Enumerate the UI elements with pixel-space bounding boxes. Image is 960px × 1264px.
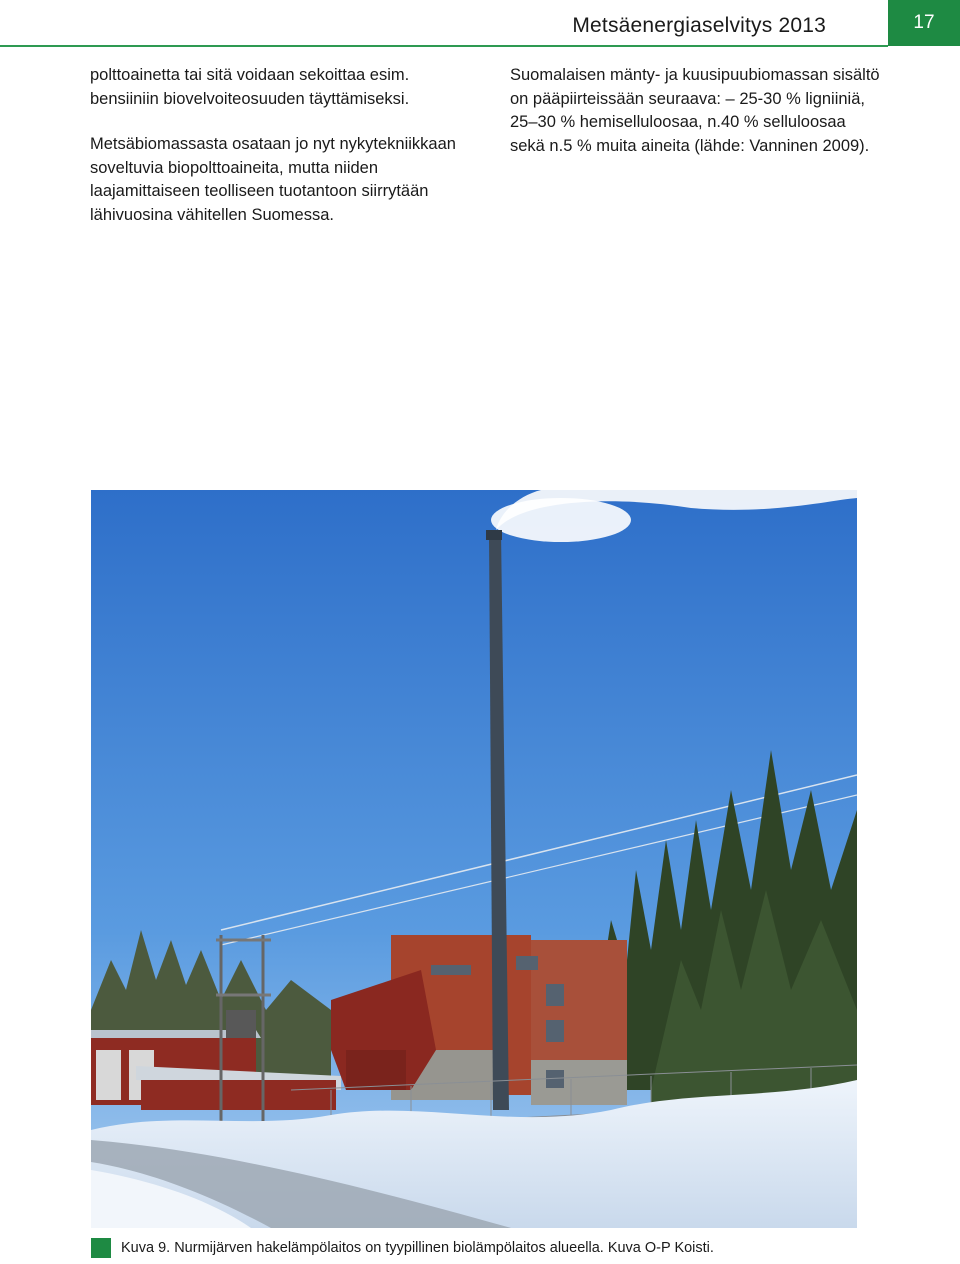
left-paragraph-2: Metsäbiomassasta osataan jo nyt nykytekniikkaan soveltuvia biopolttoaineita, mutta niiden laajamittaiseen teolliseen tuotantoon siirrytään lähivuosina vähitellen Suomessa.	[90, 135, 456, 224]
left-text-column	[90, 64, 470, 227]
figure-caption	[91, 1238, 714, 1258]
caption-marker-square	[91, 1238, 111, 1258]
right-text-column	[510, 64, 880, 158]
heating-plant-illustration	[91, 490, 857, 1228]
heating-plant-photo	[91, 490, 857, 1228]
right-paragraph-1: Suomalaisen mänty- ja kuusipuubiomassan sisältö on pääpiirteissään seuraava: – 25-30 % ligniiniä, 25–30 % hemiselluloosaa, n.40 % selluloosaa sekä n.5 % muita aineita (lähde: Vanninen 2009).	[510, 66, 880, 155]
left-paragraph-1: polttoainetta tai sitä voidaan sekoittaa esim. bensiiniin biovelvoiteosuuden täyttämiseksi.	[90, 66, 410, 108]
figure-caption-text: Kuva 9. Nurmijärven hakelämpölaitos on tyypillinen biolämpölaitos alueella. Kuva O-P Koisti.	[121, 1240, 714, 1256]
running-header-title: Metsäenergiaselvitys 2013	[572, 14, 826, 37]
header-divider	[0, 45, 888, 47]
page-number: 17	[888, 0, 960, 46]
